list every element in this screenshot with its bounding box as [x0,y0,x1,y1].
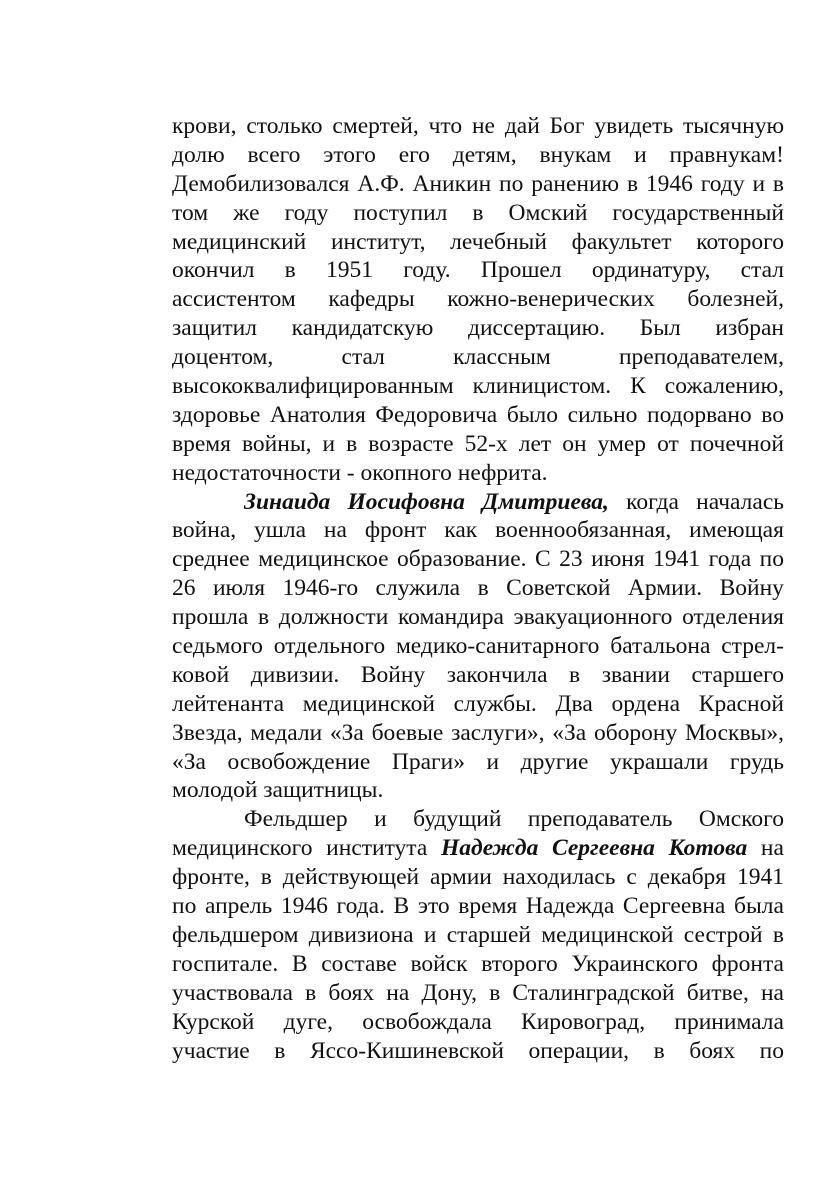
text-word: кожно-венерических [447,286,655,313]
text-word: дай [504,113,540,139]
text-word: битве, [686,979,749,1006]
text-word: этого [323,141,376,168]
text-word: в [626,170,639,197]
text-word: война, [172,517,237,544]
text-word: июля [212,575,266,602]
text-word: по [172,893,197,920]
text-word: старшей [446,921,531,948]
text-word: что [428,113,463,139]
text-word: образование. [397,546,527,573]
text-word: дивизиона [308,921,414,948]
text-word: здоровье [172,401,261,428]
text-line [172,516,784,545]
text-word: имеющая [689,517,784,544]
text-word: участие [172,1037,250,1064]
text-word: была [733,893,784,920]
text-word: прошла [172,604,249,631]
text-word: году. [403,257,451,284]
text-word: на [760,835,784,862]
text-word: долю [172,141,225,168]
text-line [172,372,784,401]
text-line [172,488,784,517]
text-word: освобождение [227,748,371,775]
text-word: командира [397,604,504,631]
text-word: украшали [609,748,709,775]
text-word: по [759,546,784,573]
text-word: по [499,170,524,197]
text-word: и [634,141,647,168]
text-word: Войну [360,661,426,688]
text-word: должности [278,604,389,631]
text-word: Надежда [525,893,615,920]
text-word: В [291,950,308,977]
text-word: фронт [364,517,427,544]
text-word: боях [689,1037,736,1064]
text-word: июня [591,546,645,573]
emphasized-name-word: Иосифовна [347,488,465,515]
text-word: окончил [172,257,255,284]
text-word: институт, [330,228,426,255]
text-word: Сергеевна [622,893,726,920]
text-word: преподаватель [527,806,673,833]
text-word: освобождала [362,1008,492,1035]
text-word: Советской [506,575,611,602]
text-word: дивизии. [250,661,340,688]
text-word: и [374,806,387,833]
text-word: звании [601,661,670,688]
text-line [172,228,784,257]
text-word: медицинской [302,690,435,717]
text-word: на [760,979,784,1006]
text-word: Фельдшер [244,806,348,833]
text-word: другие [520,748,589,775]
text-word: и [322,430,336,457]
text-word: Войну [719,575,784,602]
text-word: ассистентом [172,286,296,313]
text-word: Армии. [627,575,703,602]
text-word: внукам [539,141,612,168]
text-word: Кировоград, [521,1008,646,1035]
text-word: во [761,401,784,428]
text-word: умер [597,430,647,457]
text-word: принимала [674,1008,784,1035]
text-line: молодой защитницы. [172,777,384,804]
text-word: участвовала [172,979,293,1006]
text-word: почечной [689,430,784,457]
text-word: факультет [571,228,672,255]
text-word: 1941 [736,864,784,891]
text-word: ранению [531,170,620,197]
text-word: Был [639,315,681,342]
text-word: военнообязанная, [495,517,672,544]
text-word: лет [518,430,552,457]
text-word: «За [329,719,364,746]
text-word: действующей [282,864,420,891]
text-word: том [172,199,209,226]
text-word: года [708,546,752,573]
text-word: эвакуационного [513,604,673,631]
text-word: института [326,835,428,862]
text-word: батальона [610,633,711,660]
text-line [172,141,784,170]
text-word: диссертацию. [467,315,606,342]
text-word: фронта [711,950,784,977]
text-word: поступил [353,199,448,226]
text-word: медицинской [541,921,674,948]
text-word: Красной [698,690,784,717]
text-word: от [657,430,679,457]
text-word: детям, [452,141,517,168]
text-line [172,863,784,892]
text-word: 26 [172,575,196,602]
text-word: госпитале. [172,950,279,977]
text-word: стал [341,344,385,371]
text-word: декабря [647,864,727,891]
text-word: клиницистом. [472,373,612,400]
text-line [172,430,784,459]
text-word: сильно [567,401,638,428]
text-word: Праги» [391,748,465,775]
text-word: 1946-го [282,575,359,602]
text-word: К [630,373,646,400]
text-word: по [759,1037,784,1064]
text-word: стрел- [721,633,784,660]
text-word: медицинского [172,835,313,862]
text-word: ординатуру, [591,257,711,284]
text-line [172,314,784,343]
text-word: оборону [593,719,678,746]
text-word: службы. [453,690,537,717]
text-word: смертей, [332,113,419,139]
text-word: боях [328,979,375,1006]
text-word: Украинского [571,950,698,977]
body-text [172,112,784,1065]
text-word: в [284,257,296,284]
text-word: классным [453,344,551,371]
text-word: Москвы», [684,719,784,746]
text-word: будущий [413,806,502,833]
text-word: заслуги», [451,719,545,746]
emphasized-name-word: Зинаида [244,488,331,515]
text-word: время [458,893,518,920]
text-word: которого [696,228,784,255]
text-word: в [260,864,272,891]
text-word: Два [555,690,593,717]
text-line [172,921,784,950]
text-word: «За [172,748,206,775]
text-word: в [772,170,784,197]
text-word: крови, [172,113,237,139]
text-word: Курской [172,1008,255,1035]
text-word: медицинское [258,546,389,573]
text-line [172,661,784,690]
text-word: с [626,864,637,891]
text-word: 52-х [464,430,508,457]
text-line [172,690,784,719]
text-line [172,979,784,1008]
text-word: Омского [698,806,784,833]
text-word: доцентом, [172,344,274,371]
text-word: медицинский [172,228,307,255]
text-word: 1941 [653,546,701,573]
text-word: «За [552,719,587,746]
text-word: Демобилизовался [172,170,350,197]
text-word: в [472,199,484,226]
text-word: Анатолия [269,401,366,428]
text-word: Прошел [480,257,562,284]
text-word: Бог [549,113,585,139]
text-line [172,950,784,979]
text-word: высококвалифицированным [172,373,454,400]
text-line [172,892,784,921]
text-word: время [172,430,231,457]
text-line [172,632,784,661]
text-word: Аникин [412,170,492,197]
text-word: Дону, [421,979,478,1006]
text-word: в [772,921,784,948]
text-word: его [398,141,430,168]
text-word: же [233,199,260,226]
text-word: кандидатскую [291,315,434,342]
text-word: и [752,170,766,197]
text-word: стал [740,257,784,284]
emphasized-name-word: Сергеевна [552,835,655,862]
text-line [172,170,784,199]
text-word: фронте, [172,864,250,891]
text-word: правнукам! [669,141,784,168]
text-line [172,1008,784,1037]
text-word: войны, [242,430,312,457]
text-word: столько [246,113,323,139]
text-line [172,545,784,574]
text-line [172,834,784,863]
text-word: второго [481,950,558,977]
text-word: седьмого [172,633,263,660]
text-word: А.Ф. [357,170,405,197]
text-word: государственный [612,199,784,226]
text-word: и [486,748,500,775]
text-word: когда [626,488,679,515]
text-word: медали [250,719,323,746]
text-word: возрасте [368,430,454,457]
text-word: преподавателем, [618,344,784,371]
text-word: на [323,517,347,544]
text-word: в [477,575,489,602]
text-word: в [274,1037,286,1064]
text-line [172,574,784,603]
text-word: не [471,113,495,139]
text-word: как [444,517,478,544]
text-line [172,401,784,430]
text-word: Федоровича [375,401,498,428]
text-line [172,343,784,372]
text-word: увидеть [594,113,674,139]
text-word: дуге, [283,1008,333,1035]
text-word: году [284,199,329,226]
text-word: всего [247,141,301,168]
text-line [172,748,784,777]
text-word: лечебный [450,228,547,255]
text-word: на [386,979,410,1006]
text-word: Яссо-Кишиневской [309,1037,504,1064]
text-word: служила [375,575,461,602]
text-word: Сталинградской [512,979,675,1006]
text-line [172,112,784,141]
text-word: подорвано [647,401,752,428]
text-word: старшего [691,661,784,688]
text-word: медико-санитарного [395,633,600,660]
text-line [172,603,784,632]
text-word: болезней, [687,286,784,313]
text-line: недостаточности - окопного нефрита. [172,459,548,486]
text-line [172,285,784,314]
text-word: избран [715,315,784,342]
text-word: году [700,170,745,197]
text-word: ковой [172,661,230,688]
text-word: составе [321,950,397,977]
text-word: 1951 [326,257,374,284]
text-word: ушла [254,517,307,544]
text-word: ордена [611,690,681,717]
text-word: С [535,546,551,573]
text-line [172,1037,784,1066]
text-word: апрель [204,893,273,920]
text-word: армии [430,864,492,891]
text-word: он [562,430,587,457]
text-line [172,256,784,285]
text-word: началась [696,488,784,515]
emphasized-name-word: Котова [668,835,748,862]
text-word: операции, [528,1037,630,1064]
text-word: года. [336,893,385,920]
text-line [172,805,784,834]
text-line [172,719,784,748]
text-word: отдельного [273,633,386,660]
text-word: в [346,430,358,457]
text-word: кафедры [328,286,415,313]
text-word: защитил [172,315,257,342]
text-word: и [423,921,437,948]
text-word: В [393,893,410,920]
text-word: закончила [446,661,548,688]
text-word: в [569,661,581,688]
text-line [172,199,784,228]
text-word: боевые [371,719,444,746]
text-word: это [417,893,450,920]
emphasized-name-word: Дмитриева, [482,488,609,515]
text-word: среднее [172,546,250,573]
text-word: было [506,401,559,428]
text-word: 1946 [280,893,328,920]
text-word: фельдшером [172,921,299,948]
text-word: в [305,979,317,1006]
text-word: в [257,604,270,631]
text-word: в [653,1037,665,1064]
text-word: 23 [559,546,583,573]
text-word: Омский [508,199,588,226]
emphasized-name-word: Надежда [441,835,539,862]
text-word: в [489,979,501,1006]
text-word: находилась [502,864,616,891]
text-word: войск [410,950,468,977]
text-word: 1946 [645,170,693,197]
text-word: грудь [729,748,784,775]
text-word: Звезда, [172,719,243,746]
text-word: лейтенанта [172,690,285,717]
text-word: отделения [682,604,784,631]
text-word: тысячную [683,113,784,139]
text-word: сестрой [683,921,763,948]
text-word: сожалению, [664,373,784,400]
